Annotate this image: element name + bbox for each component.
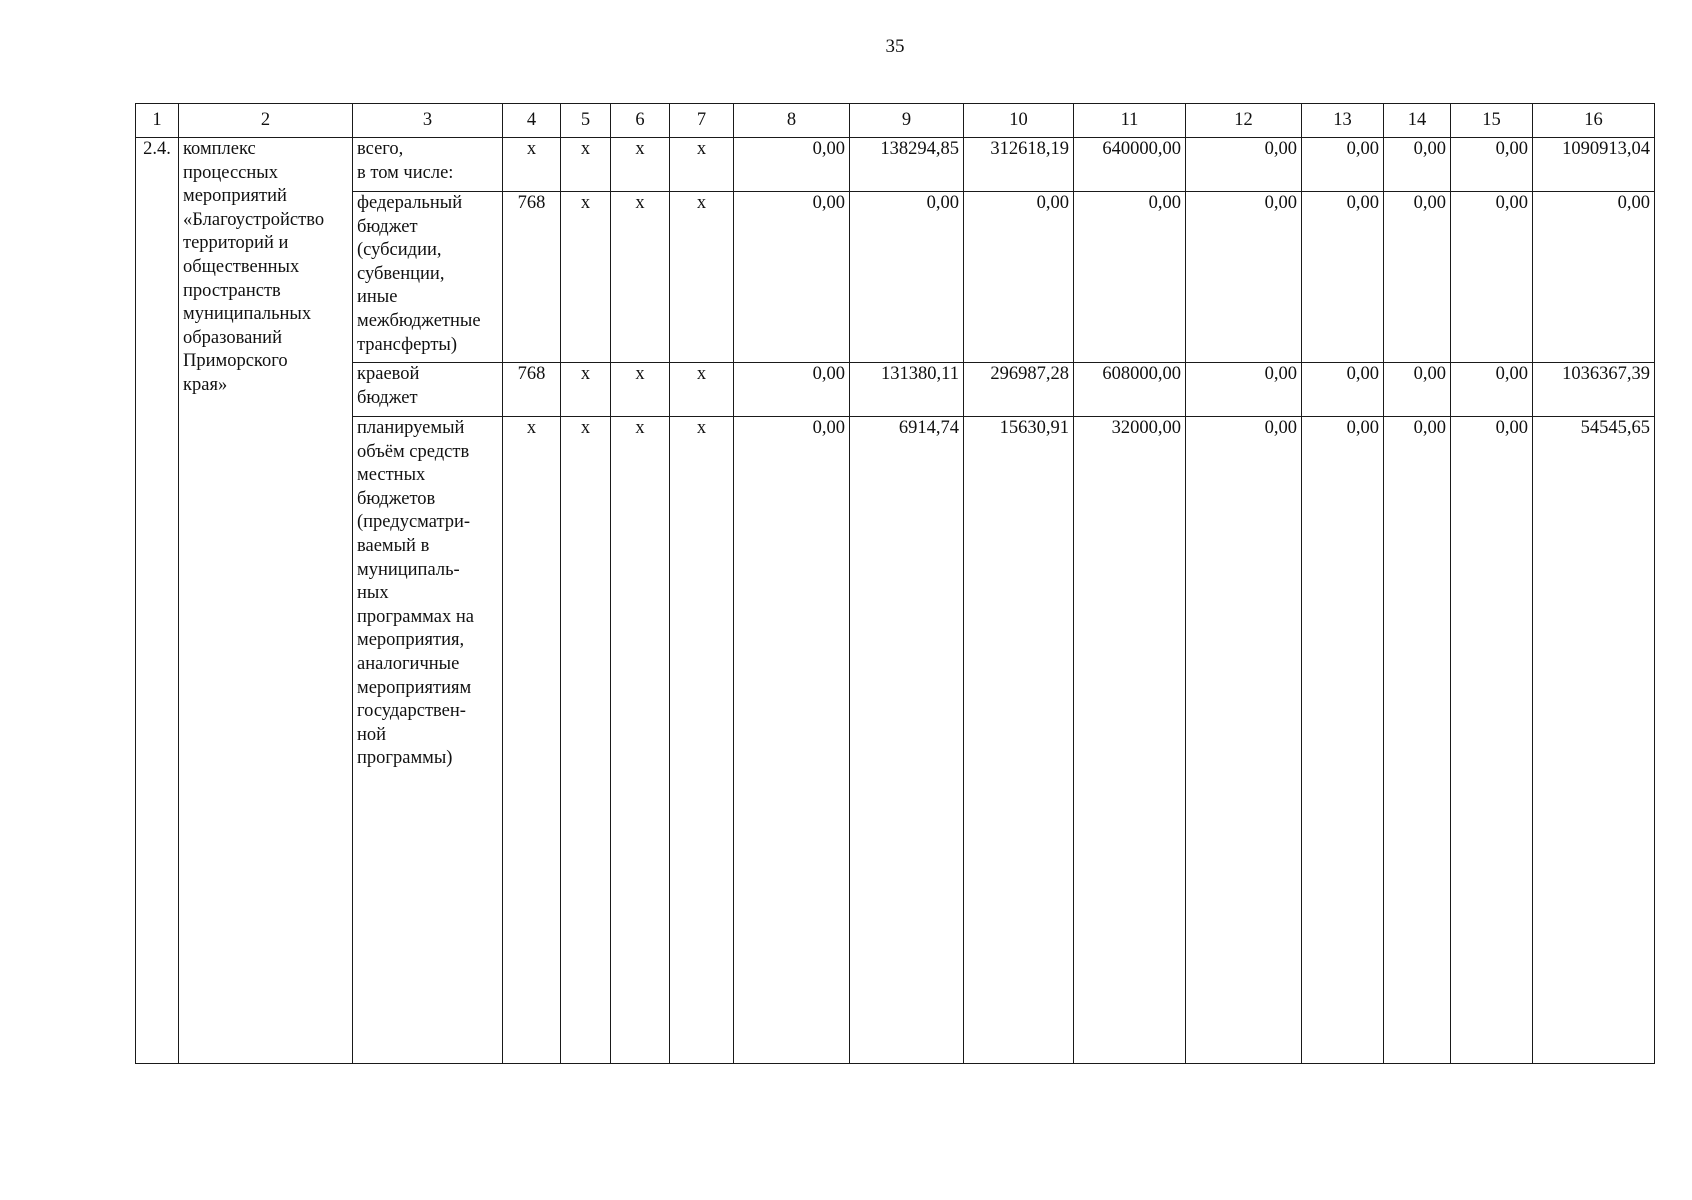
column-number: 14 [1384,104,1451,138]
table-cell: 0,00 [1302,192,1384,363]
item-name-text: комплекс процессных мероприятий «Благоустройство территорий и общественных пространств муниципальных образований Приморского края» [183,139,325,395]
table-cell: 0,00 [1302,417,1384,1064]
column-number: 16 [1533,104,1655,138]
table-cell: 768 [503,363,561,417]
column-number: 7 [670,104,734,138]
table-cell: x [670,192,734,363]
table-cell: 0,00 [1451,192,1533,363]
table-cell: 32000,00 [1074,417,1186,1064]
column-number: 13 [1302,104,1384,138]
column-number: 6 [611,104,670,138]
column-number: 1 [136,104,179,138]
table-cell: x [561,138,611,192]
budget-table [135,103,1655,1064]
funding-source [353,363,503,417]
table-cell: 0,00 [1302,363,1384,417]
funding-source [353,417,503,1064]
table-cell: 0,00 [850,192,964,363]
funding-source-text: краевой бюджет [357,364,420,408]
table-cell: 0,00 [734,363,850,417]
table-cell: x [561,363,611,417]
column-number: 11 [1074,104,1186,138]
table-cell: 0,00 [734,417,850,1064]
table-cell: 296987,28 [964,363,1074,417]
column-number: 5 [561,104,611,138]
table-cell: 640000,00 [1074,138,1186,192]
table-cell: 0,00 [1384,192,1451,363]
table-cell: x [561,192,611,363]
table-cell: x [611,138,670,192]
column-number: 12 [1186,104,1302,138]
column-number: 3 [353,104,503,138]
table-cell: 0,00 [964,192,1074,363]
table-cell: 312618,19 [964,138,1074,192]
table-cell: 131380,11 [850,363,964,417]
column-number: 4 [503,104,561,138]
table-row-total [136,138,1655,192]
table-cell: 0,00 [1451,363,1533,417]
table-cell: 0,00 [734,192,850,363]
table-cell: 0,00 [1384,363,1451,417]
item-name [179,138,353,1064]
table-cell: 608000,00 [1074,363,1186,417]
column-number: 15 [1451,104,1533,138]
table-cell: 0,00 [1451,417,1533,1064]
table-cell: 138294,85 [850,138,964,192]
table-cell: x [561,417,611,1064]
table-cell: x [611,363,670,417]
table-cell: x [670,363,734,417]
table-cell: 0,00 [734,138,850,192]
table-cell: 1090913,04 [1533,138,1655,192]
column-number: 9 [850,104,964,138]
table-cell: x [503,138,561,192]
funding-source-text: планируемый объём средств местных бюджетов (предусматри- ваемый в муниципаль- ных программах на мероприятия, аналогичные мероприятиям государствен- ной программы) [357,418,474,769]
table-cell: 0,00 [1451,138,1533,192]
table-cell: 0,00 [1186,138,1302,192]
table-cell: 6914,74 [850,417,964,1064]
table-cell: 0,00 [1186,363,1302,417]
column-number: 10 [964,104,1074,138]
funding-source [353,138,503,192]
table-cell: 768 [503,192,561,363]
table-cell: 54545,65 [1533,417,1655,1064]
column-number: 8 [734,104,850,138]
table-row-regional-budget [136,363,1655,417]
item-index: 2.4. [136,138,179,1064]
table-cell: 0,00 [1302,138,1384,192]
table-cell: 15630,91 [964,417,1074,1064]
table-row-local-budgets [136,417,1655,1064]
table-cell: x [670,138,734,192]
column-number: 2 [179,104,353,138]
table-cell: 0,00 [1533,192,1655,363]
table-cell: 1036367,39 [1533,363,1655,417]
table-cell: x [611,417,670,1064]
table-cell: 0,00 [1384,138,1451,192]
column-number-row [136,104,1655,138]
table-cell: x [611,192,670,363]
table-cell: 0,00 [1186,192,1302,363]
table-cell: 0,00 [1384,417,1451,1064]
funding-source [353,192,503,363]
table-cell: 0,00 [1074,192,1186,363]
table-cell: x [503,417,561,1064]
page-number: 35 [885,36,905,57]
funding-source-text: всего, в том числе: [357,139,454,183]
table-cell: 0,00 [1186,417,1302,1064]
funding-source-text: федеральный бюджет (субсидии, субвенции, иные межбюджетные трансферты) [357,193,481,355]
table-row-federal-budget [136,192,1655,363]
table-cell: x [670,417,734,1064]
